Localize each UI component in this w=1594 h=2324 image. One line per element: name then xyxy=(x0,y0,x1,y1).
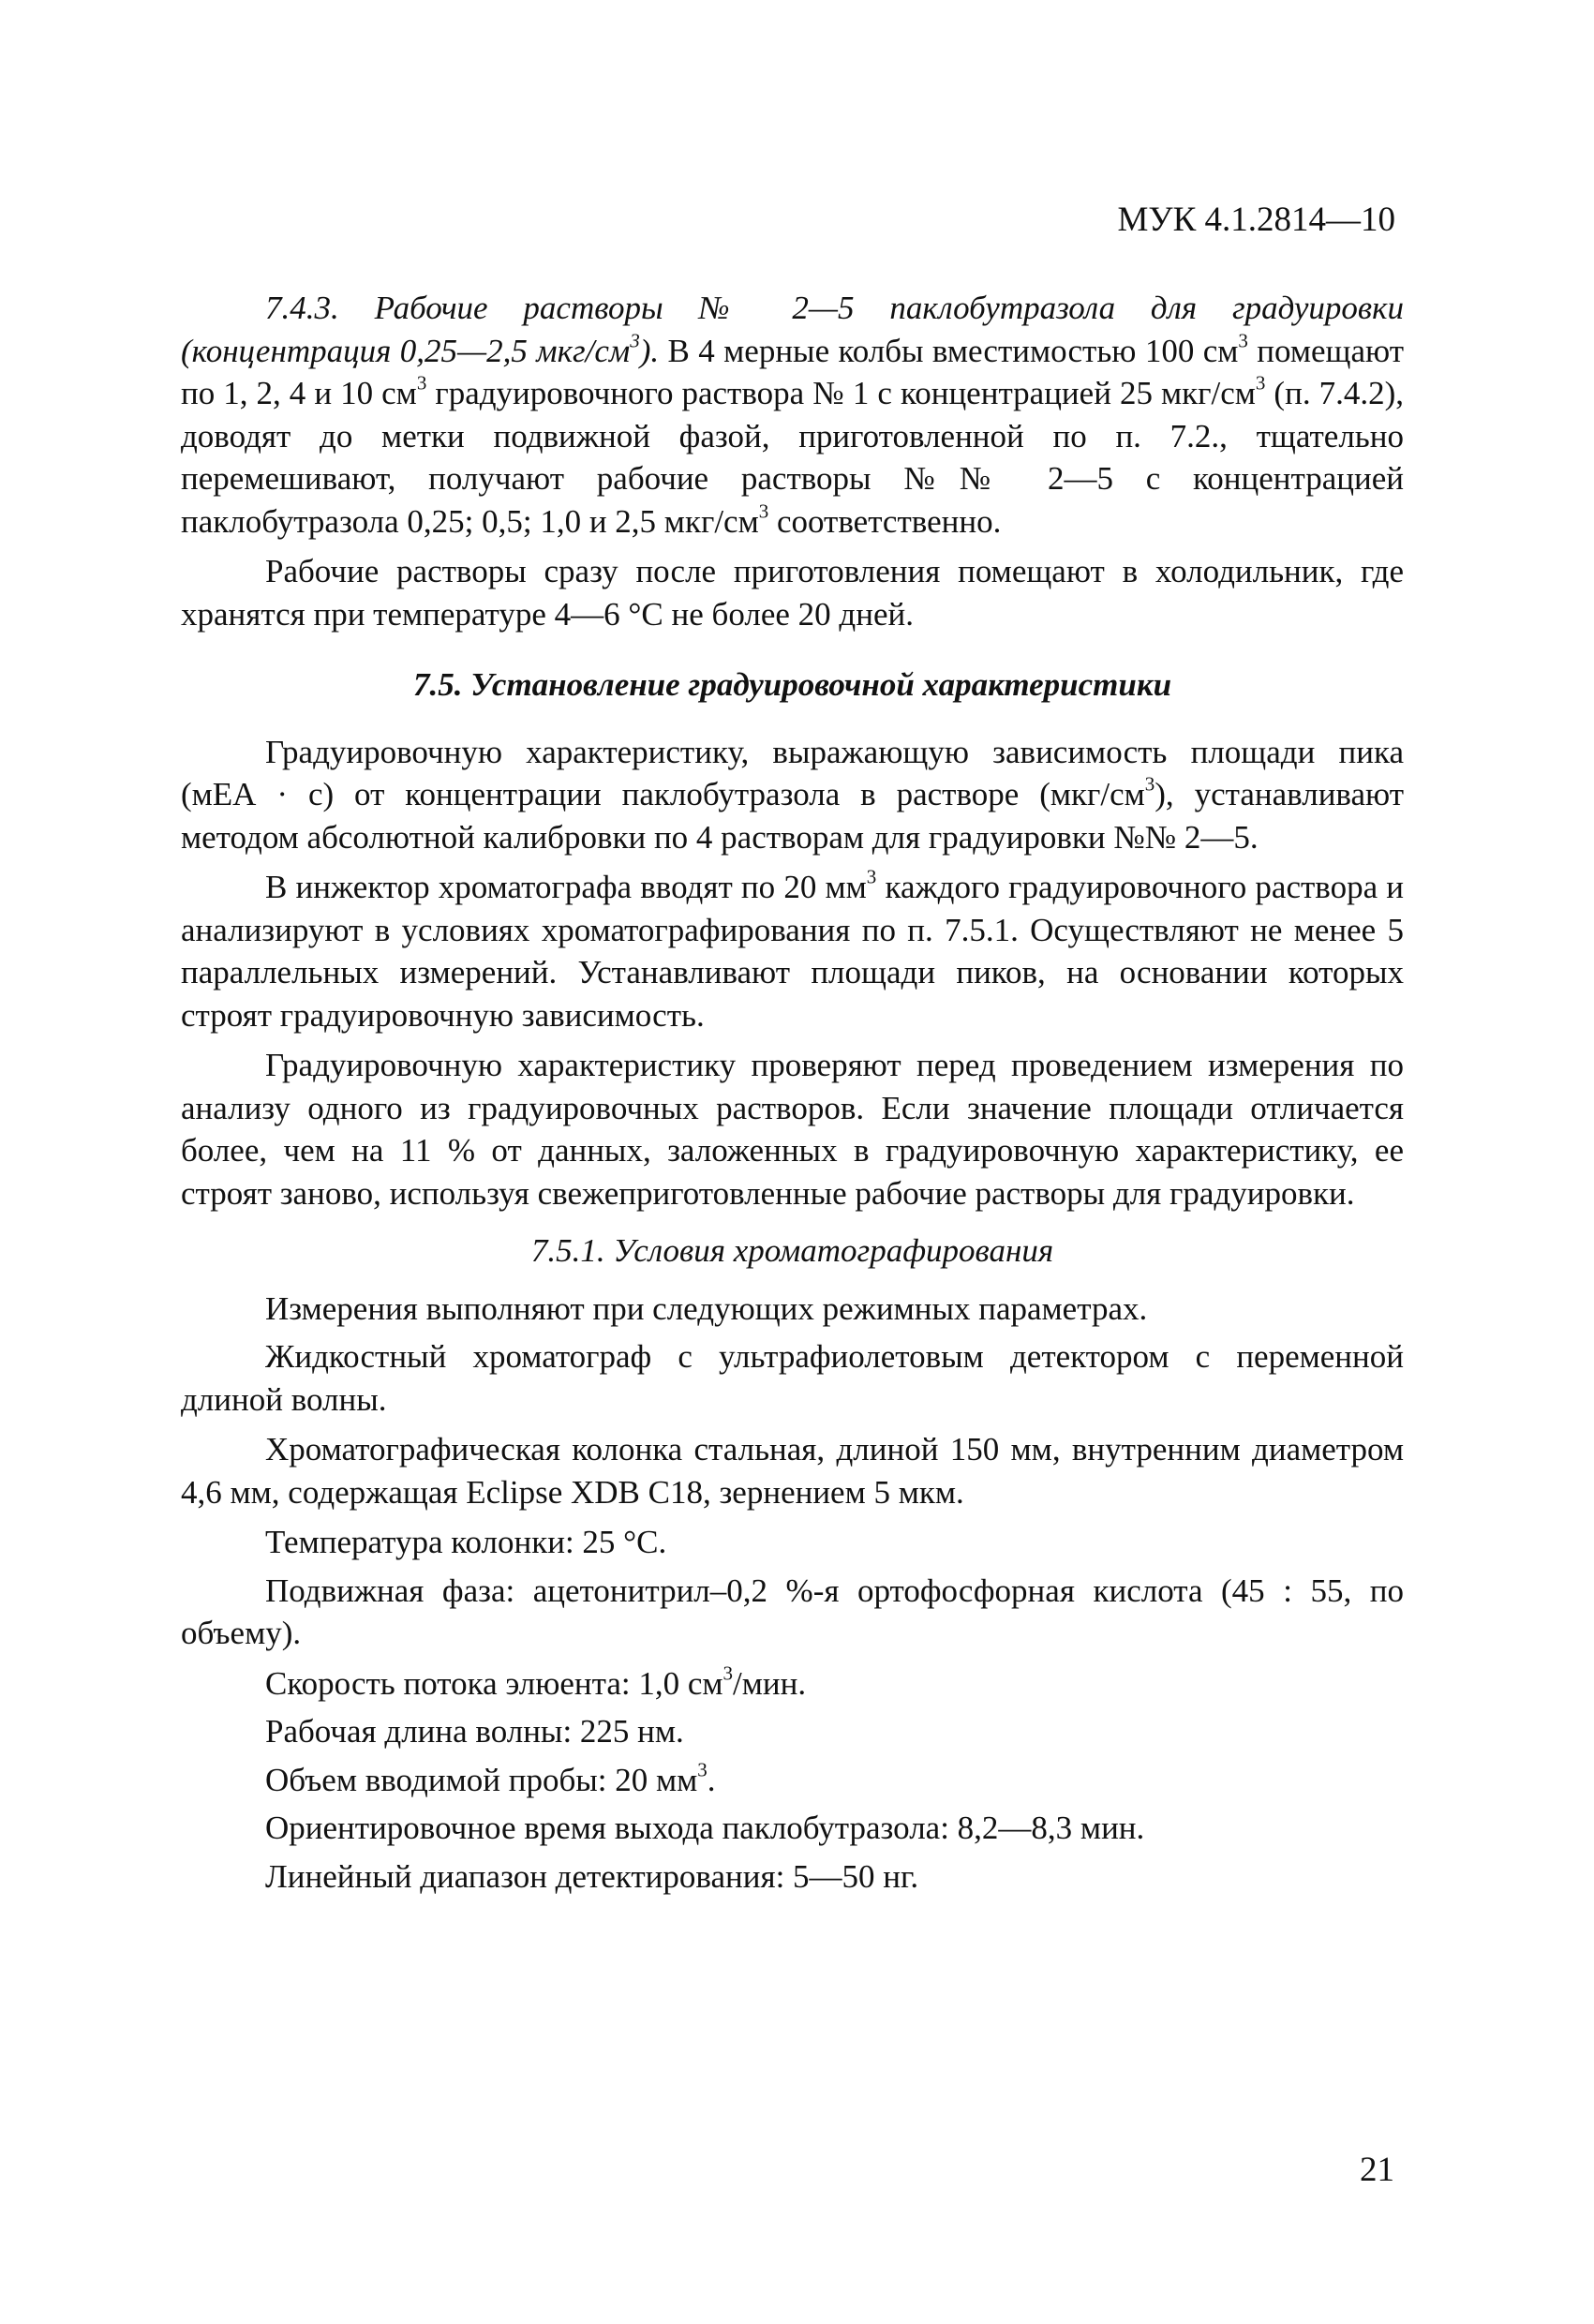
condition-flow-rate: Скорость потока элюента: 1,0 $см^3$/мин. xyxy=(265,1661,807,1702)
condition-retention-time: Ориентировочное время выхода паклобутразола: 8,2—8,3 мин. xyxy=(265,1810,1145,1846)
storage-paragraph: Рабочие растворы сразу после приготовления помещают в холодильник, где хранятся при температуре 4—6 °С не более 20 дней. xyxy=(181,553,1404,633)
document-code-header: МУК 4.1.2814—10 xyxy=(1117,201,1395,239)
condition-linear-range: Линейный диапазон детектирования: 5—50 нг. xyxy=(265,1857,919,1895)
condition-column: Хроматографическая колонка стальная, длиной 150 мм, внутренним диаметром 4,6 мм, содержащая Eclipse XDB C18, зернением 5 мкм. xyxy=(181,1431,1404,1511)
page-number: 21 xyxy=(1360,2151,1394,2189)
section-7-4-3-title: 7.4.3. Рабочие растворы № 2—5 паклобутразола для градуировки (концентрация 0,25—2,5 мкг/$см^3$). xyxy=(181,290,1404,369)
condition-modes: Измерения выполняют при следующих режимных параметрах. xyxy=(265,1289,1148,1327)
section-7-5-heading: 7.5. Установление градуировочной характеристики xyxy=(412,666,1172,703)
calibration-paragraph: Градуировочную характеристику, выражающую зависимость площади пика (мЕА · с) от концентрации паклобутразола в растворе $(мкг/см^3)$, устанавливают методом абсолютной калибровки по 4 растворам для градуировки №№ 2—5. xyxy=(181,733,1404,856)
section-7-5-1-heading: 7.5.1. Условия хроматографирования xyxy=(530,1232,1054,1269)
condition-mobile-phase: Подвижная фаза: ацетонитрил–0,2 %-я ортофосфорная кислота (45 : 55, по объему). xyxy=(181,1572,1404,1651)
condition-chromatograph: Жидкостный хроматограф с ультрафиолетовым детектором с переменной длиной волны. xyxy=(181,1338,1404,1418)
document-body xyxy=(181,287,1404,1903)
injection-paragraph: В инжектор хроматографа вводят по 20 $мм^3$ каждого градуировочного раствора и анализируют в условиях хроматографирования по п. 7.5.1. Осуществляют не менее 5 параллельных измерений. Устанавливают площади пиков, на основании которых строят градуировочную зависимость. xyxy=(181,865,1404,1034)
calibration-check-paragraph: Градуировочную характеристику проверяют перед проведением измерения по анализу одного из градуировочных растворов. Если значение площади отличается более, чем на 11 % от данных, заложенных в градуировочную характеристику, ее строят заново, используя свежеприготовленные рабочие растворы для градуировки. xyxy=(181,1047,1404,1212)
condition-wavelength: Рабочая длина волны: 225 нм. xyxy=(265,1713,684,1750)
section-7-4-3-paragraph: 7.4.3. Рабочие растворы № 2—5 паклобутразола для градуировки (концентрация 0,25—2,5 мкг/$см^3$). В 4 мерные колбы вместимостью 100 $см^3$ помещают по 1, 2, 4 и 10 $см^3$ градуировочного раствора № 1 с концентрацией 25 мкг/$см^3$ (п. 7.4.2), доводят до метки подвижной фазой, приготовленной по п. 7.2., тщательно перемешивают, получают рабочие растворы №№ 2—5 с концентрацией паклобутразола 0,25; 0,5; 1,0 и 2,5 мкг/$см^3$ соответственно. xyxy=(181,290,1405,540)
condition-column-temperature: Температура колонки: 25 °С. xyxy=(265,1524,667,1560)
condition-sample-volume: Объем вводимой пробы: 20 $мм^3$. xyxy=(265,1757,716,1798)
